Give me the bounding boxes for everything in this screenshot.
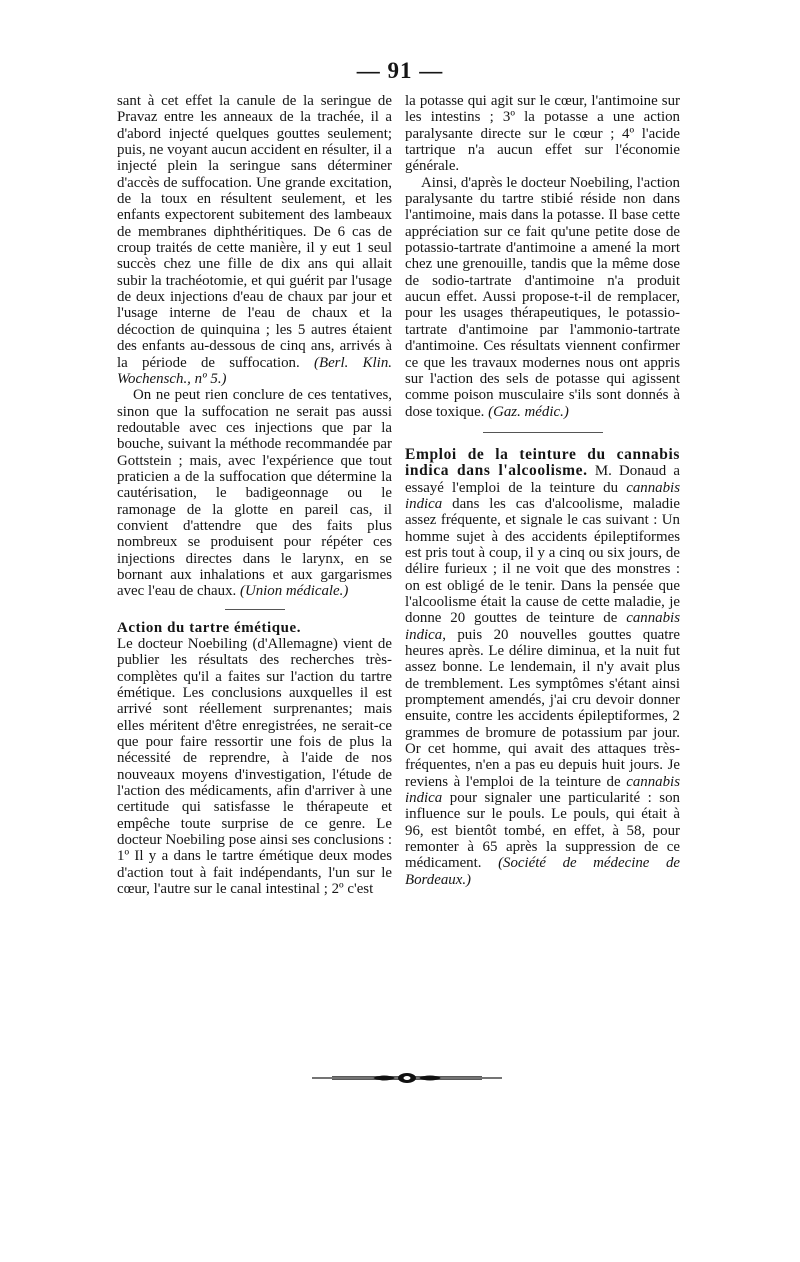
paragraph-text: On ne peut rien conclure de ces tentatives, sinon que la suffocation ne serait pas aussi redoutable avec ces injections que par la bouche, suivant la méthode recommandée par Gottstein ; mais, avec l'expérience que tout praticien a de la suffocation que détermine la cautérisation, le badigeonnage ou le ramonage de la glotte en pareil cas, il convient d'attendre que des faits plus nombreux se produisent pour répéter ces injections directes dans le larynx, en se bornant aux inhalations et aux gargarismes avec l'eau de chaux. [117, 387, 392, 600]
end-ornament [312, 1072, 502, 1084]
paragraph-conclusion [117, 387, 392, 599]
italic-term: cannabis indica [405, 610, 680, 643]
section-heading-cannabis: Emploi de la teinture du cannabis indica dans l'alcoolisme. [405, 445, 680, 480]
paragraph-noebiling [405, 175, 680, 420]
source-citation: (Union médicale.) [240, 583, 349, 600]
right-column [405, 93, 680, 888]
left-column [117, 93, 392, 898]
source-citation: (Gaz. médic.) [488, 403, 569, 420]
italic-term: cannabis indica [405, 479, 680, 512]
paragraph-cannabis [405, 447, 680, 888]
paragraph-text: pour signaler une particularité : son influence sur le pouls. Le pouls, qui était à 96, est bientôt tombé, en effet, à 58, pour remonter à 65 après la suppression de ce médicament. [405, 790, 680, 872]
source-citation: (Berl. Klin. Wochensch., nº 5.) [117, 354, 392, 387]
source-citation: (Société de médecine de Bordeaux.) [405, 855, 680, 888]
paragraph-tartre-emetique: Le docteur Noebiling (d'Allemagne) vient de publier les résultats des recherches très-complètes qu'il a faites sur l'action du tartre émétique. Les conclusions auxquelles il est arrivé sont réellement surprenantes; mais elles méritent d'être enregistrées, ne serait-ce que pour faire ressortir une fois de plus la nécessité de reprendre, à l'aide de nos nouveaux moyens d'investigation, l'étude de l'action des médicaments, afin d'arriver à une certitude qui satisfasse le thérapeute et empêche toute surprise de ce genre. Le docteur Noebiling pose ainsi ses conclusions : 1º Il y a dans le tartre émétique deux modes d'action tout à fait indépendants, l'un sur le cœur, l'autre sur le canal intestinal ; 2º c'est [117, 636, 392, 898]
paragraph-potasse: la potasse qui agit sur le cœur, l'antimoine sur les intestins ; 3º la potasse a une action paralysante directe sur le cœur ; 4º l'acide tartrique n'a aucun effet sur l'économie générale. [405, 93, 680, 175]
paragraph-text: dans les cas d'alcoolisme, maladie assez fréquente, et signale le cas suivant : Un homme sujet à des accidents épileptiformes est pris tout à coup, il y a cinq ou six jours, de délire furieux ; il ne voit que des monstres : on est obligé de le tenir. Dans la pensée que l'alcoolisme était la cause de cette maladie, je donne 20 gouttes de teinture de [405, 495, 680, 627]
paragraph-text: Ainsi, d'après le docteur Noebiling, l'action paralysante du tartre stibié réside non dans l'antimoine, mais dans la potasse. Il base cette appréciation sur ce fait qu'une petite dose de potassio-tartrate d'antimoine a amené la mort chez une grenouille, tandis que la même dose de sodio-tartrate d'antimoine n'a produit aucun effet. Aussi propose-t-il de remplacer, pour les usages thérapeutiques, le potassio-tartrate d'antimoine par l'ammonio-tartrate d'antimoine. Ces résultats viennent confirmer ce que les travaux modernes nous ont appris sur l'action des sels de potasse qui agissent comme poison musculaire s'ils sont donnés à dose toxique. [405, 174, 680, 420]
italic-term: cannabis indica [405, 773, 680, 807]
paragraph-croup-injections [117, 93, 392, 387]
paragraph-text: , puis 20 nouvelles gouttes quatre heures après. Le délire diminua, et la nuit fut assez bonne. Le lendemain, il n'y avait plus de tremblement. Les symptômes s'étant ainsi promptement amendés, j'ai cru devoir donner ensuite, contre les accidents épileptiformes, 2 grammes de bromure de potassium par jour. Or cet homme, qui avait des attaques très-fréquentes, n'en a pas eu depuis huit jours. Je reviens à l'emploi de la teinture de [405, 626, 680, 790]
section-heading-tartre-emetique: Action du tartre émétique. [117, 619, 302, 636]
page-number: — 91 — [356, 58, 444, 83]
paragraph-text: M. Donaud a essayé l'emploi de la teinture du [405, 463, 680, 496]
section-divider [483, 432, 603, 433]
paragraph-text: sant à cet effet la canule de la seringue de Pravaz entre les anneaux de la trachée, il a d'abord injecté quelques gouttes seulement; puis, ne voyant aucun accident en résulter, il a injecté plein la seringue sans déterminer d'accès de suffocation. Une grande excitation, de la toux en résultent seulement, et les enfants expectorent subitement des lambeaux de membranes diphthéritiques. De 6 cas de croup traités de cette manière, il y eut 1 seul succès chez une fille de dix ans qui allait subir la trachéotomie, et qui guérit par l'usage de deux injections d'eau de chaux par jour et l'usage interne de l'eau de chaux et la décoction de quinquina ; les 5 autres étaient des enfants au-dessous de cinq ans, arrivés à la période de suffocation. [117, 93, 392, 371]
section-divider [225, 609, 285, 610]
